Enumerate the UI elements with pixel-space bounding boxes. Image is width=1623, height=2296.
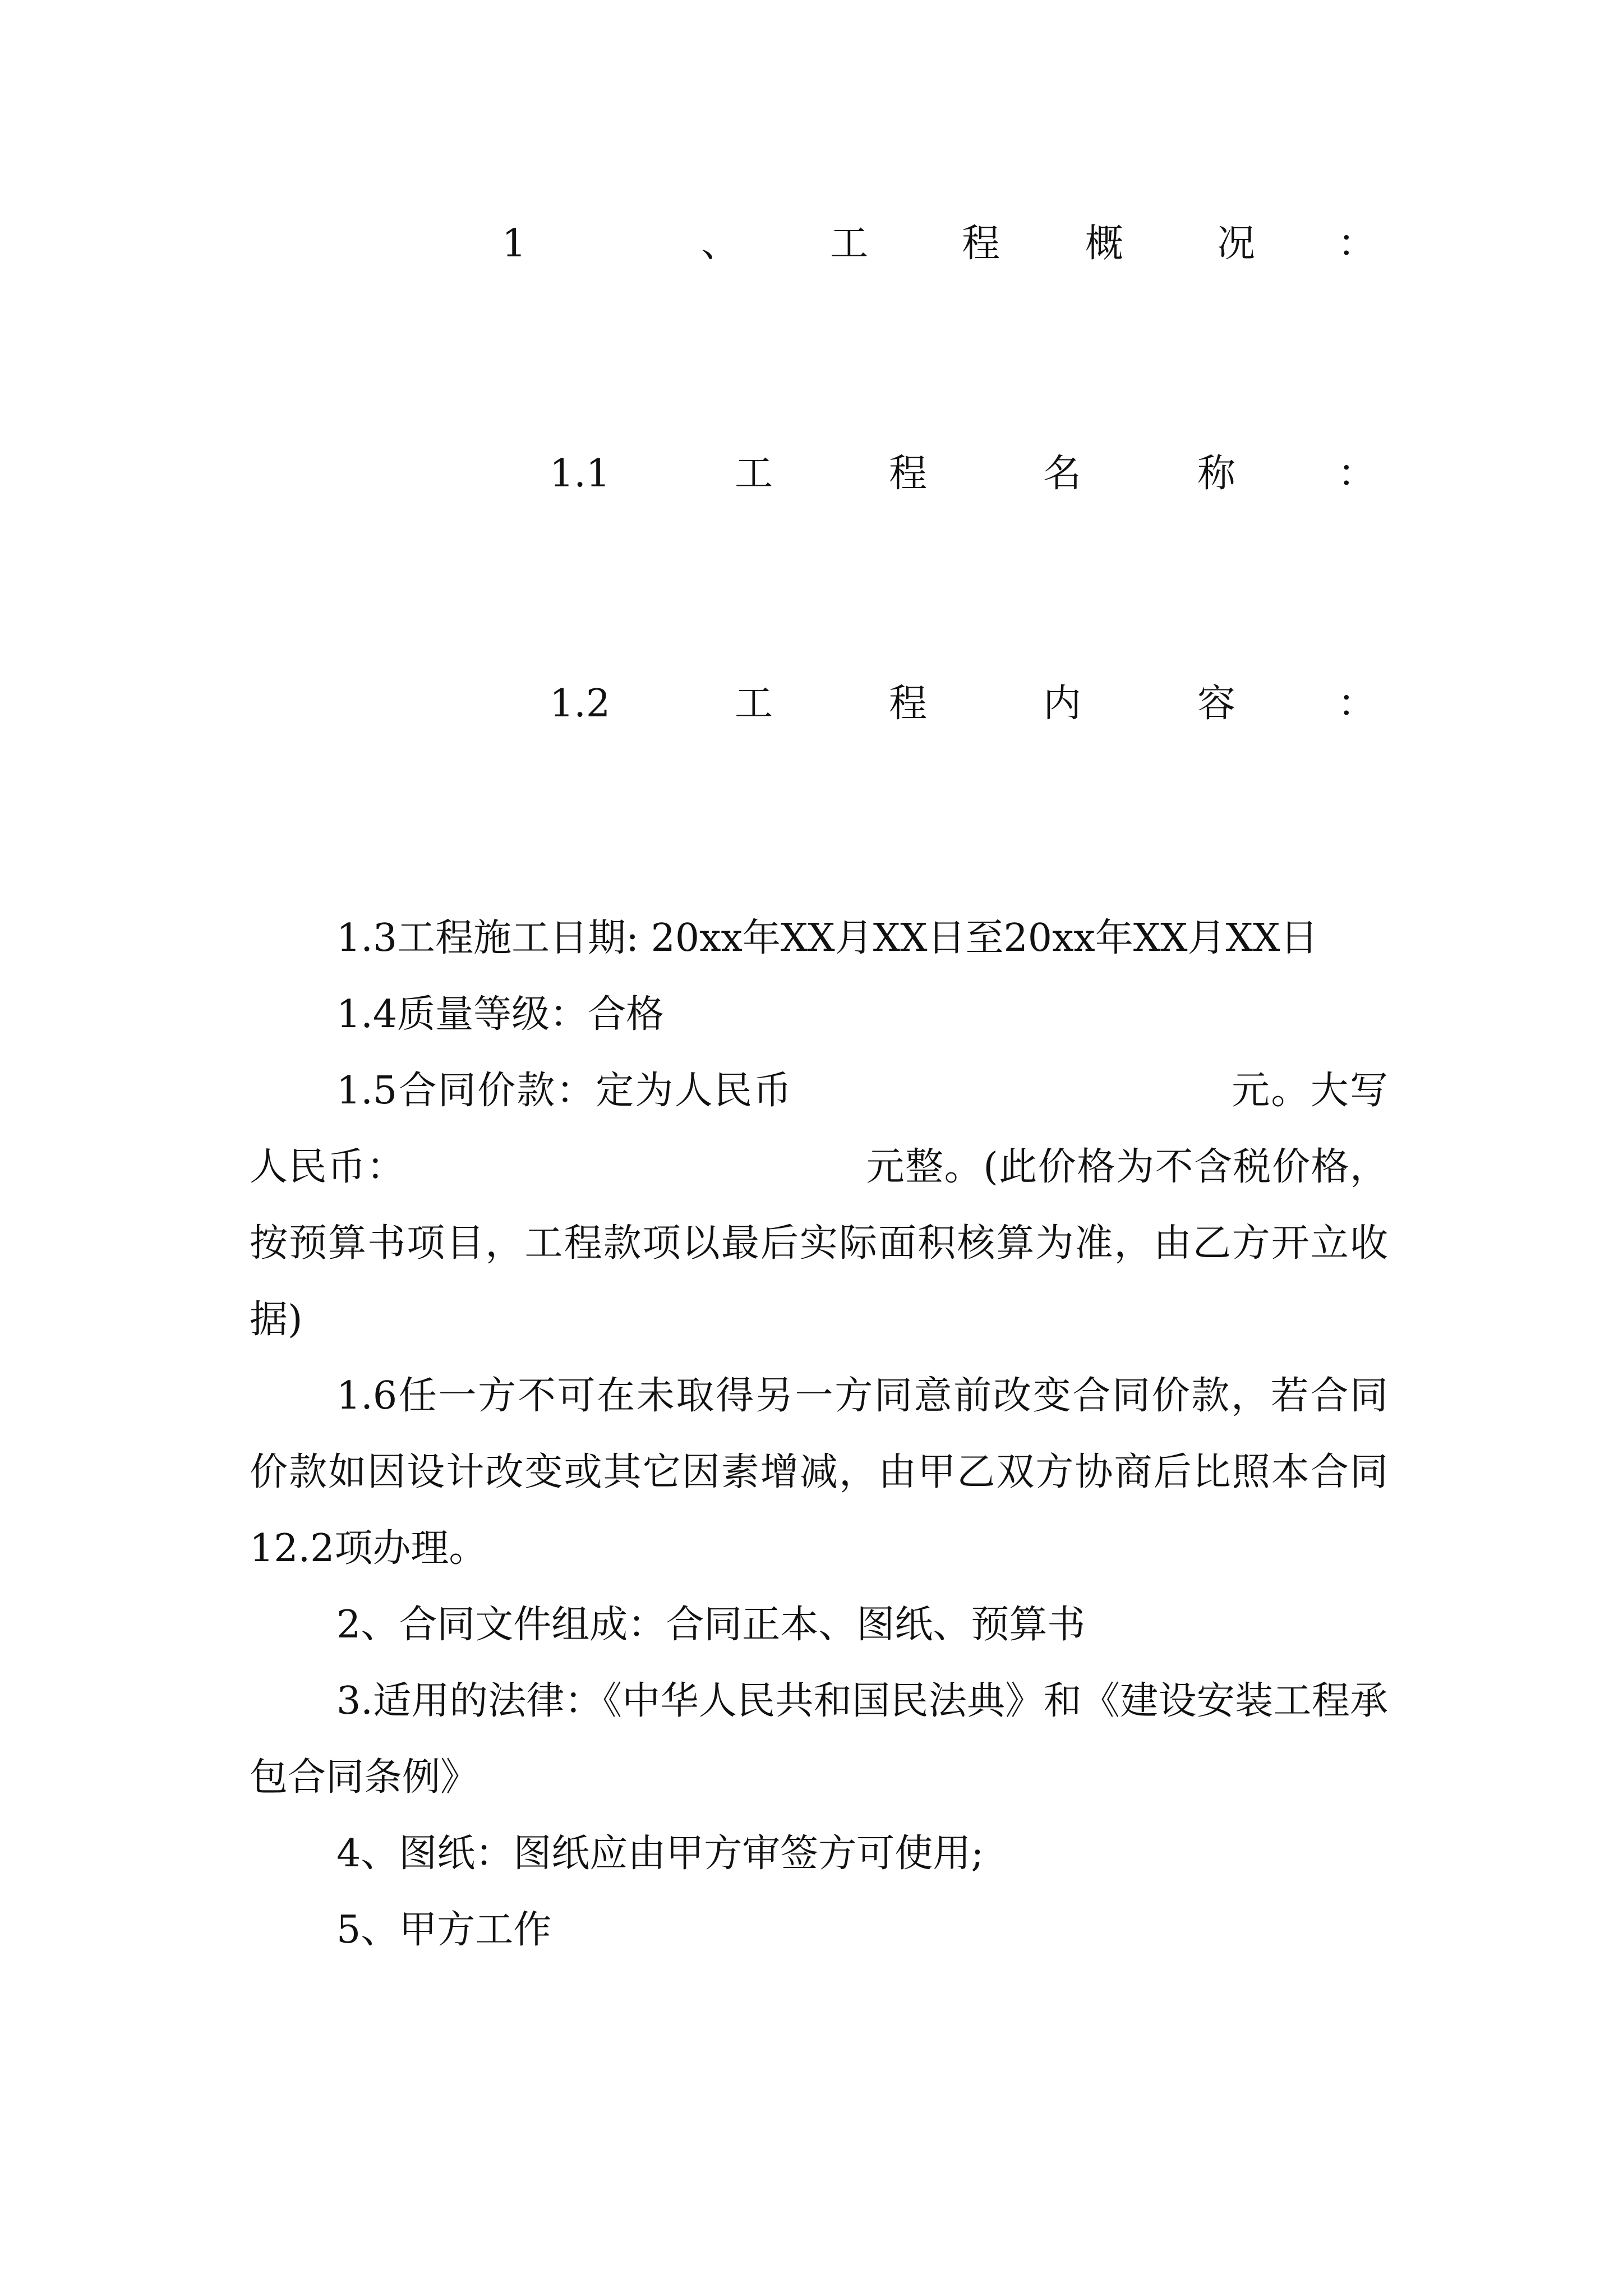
clause-1-5-note: 元整。(此价格为不含税价格，按预算书项目，工程款项以最后实际面积核算为准，由乙方开立收据) [250, 1145, 1388, 1342]
heading-char: 工 [830, 222, 869, 266]
heading-char: 程 [962, 222, 1000, 266]
item-char: 工 [735, 452, 773, 496]
clause-4: 4、图纸：图纸应由甲方审签方可使用; [336, 1832, 984, 1876]
item-char: 容 [1197, 682, 1236, 726]
item-number: 1.2 [550, 682, 611, 726]
clause-1-4: 1.4质量等级：合格 [336, 992, 665, 1037]
item-heading [0, 679, 1623, 729]
clause-2: 2、合同文件组成：合同正本、图纸、预算书 [336, 1603, 1086, 1647]
item-char: 工 [735, 682, 773, 726]
item-heading [0, 449, 1623, 499]
section-heading [0, 219, 1623, 269]
item-char: 程 [889, 452, 928, 496]
clause-3: 3.适用的法律：《中华人民共和国民法典》和《建设安装工程承包合同条例》 [250, 1679, 1388, 1800]
heading-colon: ： [1338, 222, 1376, 266]
clause-1-3: 1.3工程施工日期: 20xx年XX月XX日至20xx年XX月XX日 [336, 916, 1318, 960]
heading-separator: 、 [701, 222, 740, 266]
item-colon: ： [1338, 452, 1376, 496]
heading-char: 概 [1085, 222, 1124, 266]
item-char: 程 [889, 682, 928, 726]
clause-1-5-uppercase-label: 元。大写人民币： [250, 1069, 1388, 1189]
clause-1-6: 1.6任一方不可在未取得另一方同意前改变合同价款，若合同价款如因设计改变或其它因素增减，由甲乙双方协商后比照本合同12.2项办理。 [250, 1374, 1388, 1571]
heading-char: 况 [1217, 222, 1256, 266]
item-char: 称 [1197, 452, 1236, 496]
item-char: 名 [1043, 452, 1082, 496]
item-colon: ： [1338, 682, 1376, 726]
clause-1-5 [250, 1053, 1388, 1358]
clause-5: 5、甲方工作 [336, 1908, 552, 1952]
heading-number: 1 [502, 222, 527, 266]
clause-1-5-price-label: 1.5合同价款：定为人民币 [336, 1069, 793, 1113]
contract-body [250, 900, 1388, 1968]
item-char: 内 [1043, 682, 1082, 726]
item-number: 1.1 [550, 452, 611, 496]
